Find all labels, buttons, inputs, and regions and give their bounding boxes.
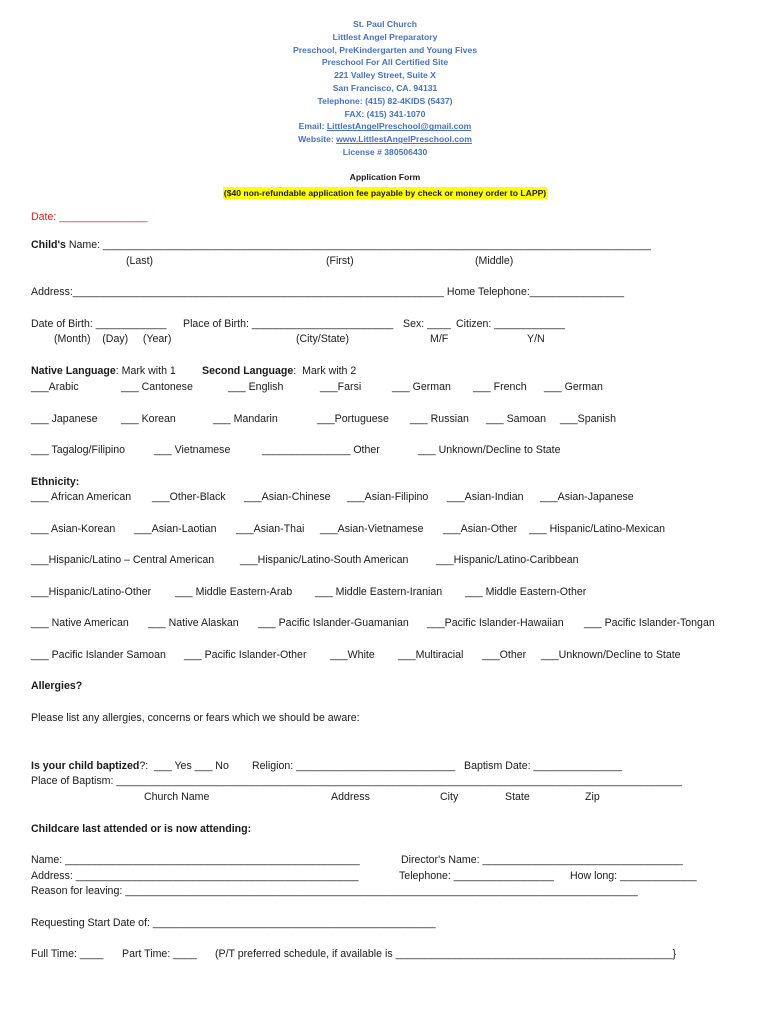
language-option[interactable]: ___ German bbox=[544, 381, 603, 393]
website-line bbox=[0, 133, 770, 146]
ethnicity-option[interactable]: ___ Pacific Islander Samoan bbox=[31, 649, 166, 661]
city-caption: City bbox=[440, 791, 459, 803]
ethnicity-option[interactable]: ___White bbox=[330, 649, 375, 661]
ethnicity-option[interactable]: ___Asian-Other bbox=[443, 523, 518, 535]
allergies-prompt[interactable]: Please list any allergies, concerns or fears which we should be aware: bbox=[31, 712, 360, 724]
fee-note-wrap bbox=[0, 183, 770, 201]
pob-field[interactable]: Place of Birth: ________________________ bbox=[183, 318, 394, 330]
ethnicity-option[interactable]: ___ Middle Eastern-Iranian bbox=[315, 586, 443, 598]
ethnicity-option[interactable]: ___Unknown/Decline to State bbox=[541, 649, 681, 661]
language-option[interactable]: ___ Unknown/Decline to State bbox=[418, 444, 561, 456]
ethnicity-option[interactable]: ___ Pacific Islander-Tongan bbox=[584, 617, 715, 629]
child-name-line: Name: _____________________________________________________________________________________________ bbox=[65, 239, 651, 251]
baptized-label: Is your child baptized bbox=[31, 760, 140, 772]
childcare-heading bbox=[31, 822, 251, 836]
pt-schedule-field[interactable]: (P/T preferred schedule, if available is _______________________________________________} bbox=[215, 948, 677, 960]
language-option[interactable]: ___ German bbox=[392, 381, 451, 393]
city-line: San Francisco, CA. 94131 bbox=[332, 82, 438, 93]
ethnicity-option[interactable]: ___ Native American bbox=[31, 617, 129, 629]
ethnicity-option[interactable]: ___Other bbox=[482, 649, 527, 661]
ethnicity-option[interactable]: ___Hispanic/Latino-South American bbox=[240, 554, 409, 566]
full-time-field[interactable]: Full Time: ____ bbox=[31, 948, 104, 960]
childcare-address-field[interactable]: Address: ________________________________________________ bbox=[31, 870, 359, 882]
ethnicity-option[interactable]: ___Asian-Japanese bbox=[540, 491, 634, 503]
language-option[interactable]: ___ Korean bbox=[121, 413, 176, 425]
mf-caption: M/F bbox=[430, 333, 449, 345]
baptized-field[interactable] bbox=[31, 759, 229, 773]
zip-caption: Zip bbox=[585, 791, 600, 803]
programs-line: Preschool, PreKindergarten and Young Fives bbox=[292, 44, 477, 55]
native-language-heading bbox=[31, 364, 176, 378]
religion-field[interactable]: Religion: ___________________________ bbox=[252, 760, 456, 772]
language-option[interactable]: ___ Tagalog/Filipino bbox=[31, 444, 126, 456]
address-field[interactable]: Address:_______________________________________________________________ Home Telephone:________________ bbox=[31, 286, 625, 298]
ethnicity-option[interactable]: ___Asian-Filipino bbox=[347, 491, 429, 503]
website-link[interactable]: www.LittlestAngelPreschool.com bbox=[336, 134, 472, 145]
childcare-name-field[interactable]: Name: __________________________________________________ bbox=[31, 854, 360, 866]
certified-line: Preschool For All Certified Site bbox=[321, 57, 449, 68]
part-time-field[interactable]: Part Time: ____ bbox=[122, 948, 197, 960]
fax-line: FAX: (415) 341-1070 bbox=[344, 108, 426, 119]
second-language-label: Second Language bbox=[202, 365, 294, 377]
email-link[interactable]: LittlestAngelPreschool@gmail.com bbox=[326, 121, 472, 132]
native-language-hint: : Mark with 1 bbox=[115, 365, 176, 377]
form-title: Application Form bbox=[349, 172, 421, 182]
sex-field[interactable]: Sex: ____ bbox=[403, 318, 451, 330]
ethnicity-option[interactable]: ___ Pacific Islander-Other bbox=[184, 649, 307, 661]
child-name-label: Child's bbox=[31, 239, 66, 251]
allergies-label: Allergies? bbox=[31, 680, 83, 692]
email-label: Email: bbox=[298, 121, 327, 132]
ethnicity-option[interactable]: ___ Middle Eastern-Other bbox=[465, 586, 587, 598]
fee-note: ($40 non-refundable application fee payable by check or money order to LAPP) bbox=[223, 188, 547, 198]
language-option[interactable]: ___Farsi bbox=[320, 381, 362, 393]
last-name-caption: (Last) bbox=[126, 255, 154, 267]
ethnicity-option[interactable]: ___Asian-Thai bbox=[236, 523, 305, 535]
language-option[interactable]: ___ French bbox=[473, 381, 527, 393]
ethnicity-option[interactable]: ___Hispanic/Latino-Other bbox=[31, 586, 152, 598]
ethnicity-option[interactable]: ___ African American bbox=[31, 491, 132, 503]
ethnicity-option[interactable]: ___Asian-Chinese bbox=[244, 491, 331, 503]
state-caption: State bbox=[505, 791, 530, 803]
first-name-caption: (First) bbox=[326, 255, 354, 267]
language-option-other[interactable]: _______________ Other bbox=[262, 444, 380, 456]
middle-name-caption: (Middle) bbox=[475, 255, 514, 267]
allergies-heading bbox=[31, 679, 82, 693]
ethnicity-option[interactable]: ___ Asian-Korean bbox=[31, 523, 116, 535]
ethnicity-option[interactable]: ___Hispanic/Latino – Central American bbox=[31, 554, 215, 566]
reason-for-leaving-field[interactable]: Reason for leaving: _______________________________________________________________________________________ bbox=[31, 885, 638, 897]
native-language-label: Native Language bbox=[31, 365, 116, 377]
dob-field[interactable]: Date of Birth: ____________ bbox=[31, 318, 167, 330]
email-line bbox=[0, 120, 770, 133]
license-line: License # 380506430 bbox=[342, 146, 428, 157]
church-name: St. Paul Church bbox=[353, 19, 417, 29]
language-option[interactable]: ___ English bbox=[228, 381, 284, 393]
ethnicity-option[interactable]: ___Other-Black bbox=[152, 491, 226, 503]
yn-caption: Y/N bbox=[527, 333, 545, 345]
address-caption: Address bbox=[331, 791, 370, 803]
language-option[interactable]: ___Spanish bbox=[560, 413, 616, 425]
language-option[interactable]: ___ Samoan bbox=[486, 413, 547, 425]
school-name: Littlest Angel Preparatory bbox=[332, 31, 438, 42]
church-name-caption: Church Name bbox=[144, 791, 210, 803]
ethnicity-option[interactable]: ___ Middle Eastern-Arab bbox=[175, 586, 293, 598]
language-option[interactable]: ___ Mandarin bbox=[213, 413, 278, 425]
ethnicity-label: Ethnicity: bbox=[31, 476, 80, 488]
language-option[interactable]: ___ Vietnamese bbox=[154, 444, 231, 456]
ethnicity-option[interactable]: ___Asian-Laotian bbox=[134, 523, 217, 535]
letterhead bbox=[0, 18, 770, 159]
ethnicity-heading bbox=[31, 475, 79, 489]
language-option[interactable]: ___ Cantonese bbox=[121, 381, 193, 393]
website-label: Website: bbox=[298, 134, 337, 145]
baptism-date-field[interactable]: Baptism Date: _______________ bbox=[464, 760, 622, 772]
place-of-baptism-field[interactable]: Place of Baptism: ________________________________________________________________________________________________ bbox=[31, 775, 682, 787]
language-option[interactable]: ___ Russian bbox=[410, 413, 469, 425]
start-date-field[interactable]: Requesting Start Date of: ________________________________________________ bbox=[31, 917, 436, 929]
ethnicity-option[interactable]: ___Multiracial bbox=[398, 649, 464, 661]
citizen-field[interactable]: Citizen: ____________ bbox=[456, 318, 565, 330]
language-option[interactable]: ___Arabic bbox=[31, 381, 79, 393]
child-name-field[interactable] bbox=[31, 238, 651, 252]
director-name-field[interactable]: Director's Name: __________________________________ bbox=[401, 854, 683, 866]
childcare-telephone-field[interactable]: Telephone: _________________ bbox=[399, 870, 554, 882]
ethnicity-option[interactable]: ___Asian-Vietnamese bbox=[320, 523, 424, 535]
how-long-field[interactable]: How long: _____________ bbox=[570, 870, 697, 882]
ethnicity-option[interactable]: ___Asian-Indian bbox=[447, 491, 524, 503]
ethnicity-option[interactable]: ___ Pacific Islander-Guamanian bbox=[258, 617, 409, 629]
second-language-hint: : Mark with 2 bbox=[293, 365, 357, 377]
ethnicity-option[interactable]: ___Hispanic/Latino-Caribbean bbox=[436, 554, 579, 566]
second-language-heading bbox=[202, 364, 356, 378]
telephone-line: Telephone: (415) 82-4KIDS (5437) bbox=[317, 95, 453, 106]
language-option[interactable]: ___ Japanese bbox=[31, 413, 98, 425]
ethnicity-option[interactable]: ___ Hispanic/Latino-Mexican bbox=[529, 523, 666, 535]
baptized-options: ?: ___ Yes ___ No bbox=[139, 760, 229, 772]
street-address: 221 Valley Street, Suite X bbox=[334, 70, 436, 81]
city-state-caption: (City/State) bbox=[296, 333, 349, 345]
date-field[interactable]: Date: _______________ bbox=[31, 211, 148, 223]
language-option[interactable]: ___Portuguese bbox=[317, 413, 389, 425]
childcare-label: Childcare last attended or is now attending: bbox=[31, 823, 252, 835]
ethnicity-option[interactable]: ___ Native Alaskan bbox=[148, 617, 239, 629]
dob-caption: (Month) (Day) (Year) bbox=[54, 333, 172, 345]
ethnicity-option[interactable]: ___Pacific Islander-Hawaiian bbox=[427, 617, 564, 629]
